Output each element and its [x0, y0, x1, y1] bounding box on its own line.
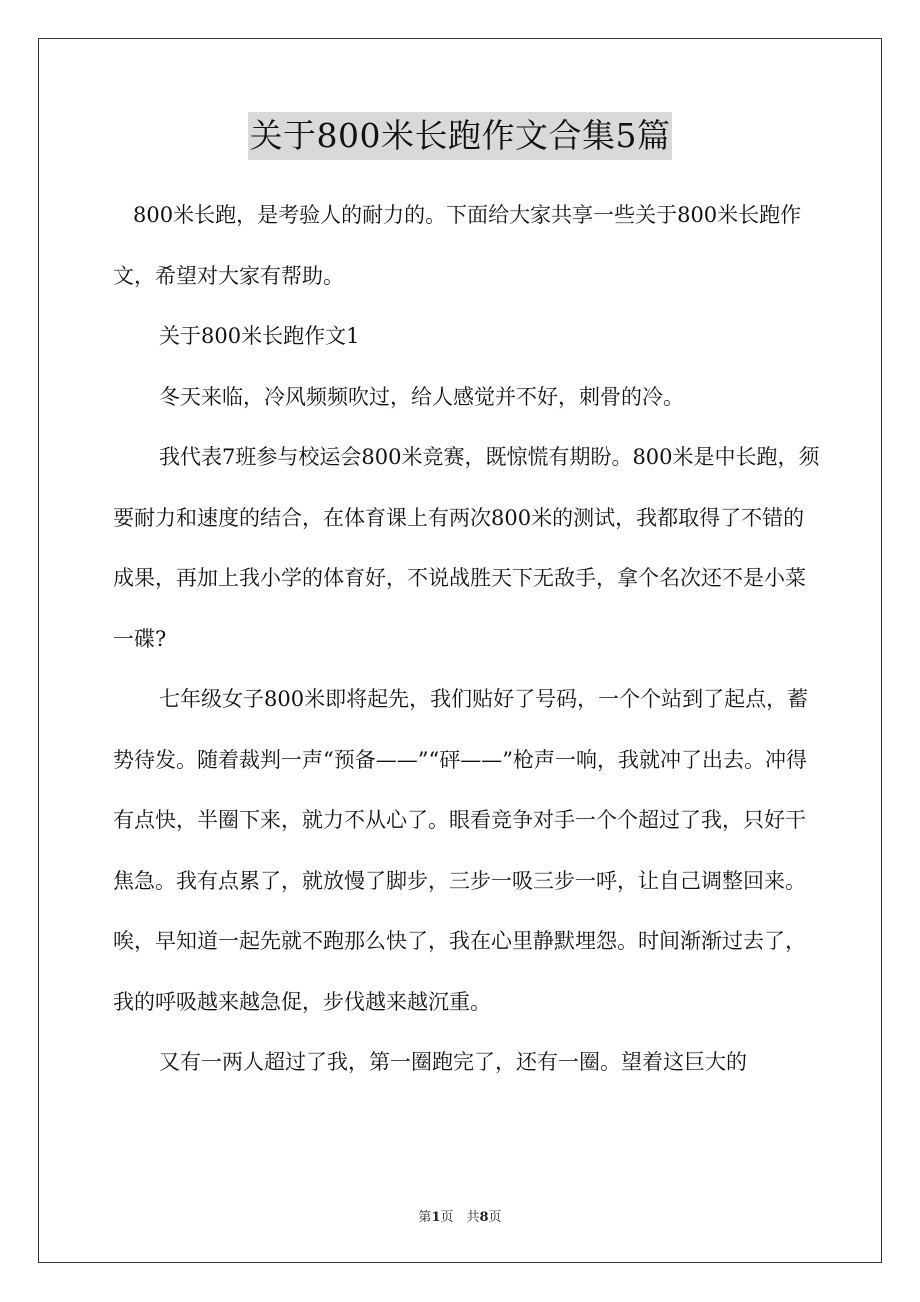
title-container: [0, 112, 920, 160]
footer-prefix: 第: [418, 1210, 432, 1225]
page-footer: [0, 1206, 920, 1225]
section-heading: 关于800米长跑作文1: [159, 324, 360, 348]
body-paragraph: 又有一两人超过了我，第一圈跑完了，还有一圈。望着这巨大的: [159, 1050, 747, 1074]
footer-mid: 页 共: [440, 1210, 480, 1225]
document-body: [113, 185, 825, 1093]
intro-paragraph: 800米长跑，是考验人的耐力的。下面给大家共享一些关于800米长跑作文，希望对大家有帮助。: [113, 203, 802, 288]
footer-page-current: 1: [431, 1210, 441, 1225]
body-paragraph: 冬天来临，冷风频频吹过，给人感觉并不好，刺骨的冷。: [159, 384, 684, 409]
footer-suffix: 页: [488, 1210, 502, 1225]
footer-page-total: 8: [479, 1210, 489, 1225]
body-paragraph: 七年级女子800米即将起先，我们贴好了号码，一个个站到了起点，蓄势待发。随着裁判一声“预备——”“砰——”枪声一响，我就冲了出去。冲得有点快，半圈下来，就力不从心了。眼看竞争对手一个个超过了我，只好干焦急。我有点累了，就放慢了脚步，三步一吸三步一呼，让自己调整回来。唉，早知道一起先就不跑那么快了，我在心里静默埋怨。时间渐渐过去了，我的呼吸越来越急促，步伐越来越沉重。: [113, 687, 809, 1014]
document-title: 关于800米长跑作文合集5篇: [248, 112, 673, 160]
body-paragraph: 我代表7班参与校运会800米竞赛，既惊慌有期盼。800米是中长跑，须要耐力和速度的结合，在体育课上有两次800米的测试，我都取得了不错的成果，再加上我小学的体育好，不说战胜天下无敌手，拿个名次还不是小菜一碟?: [113, 445, 820, 651]
